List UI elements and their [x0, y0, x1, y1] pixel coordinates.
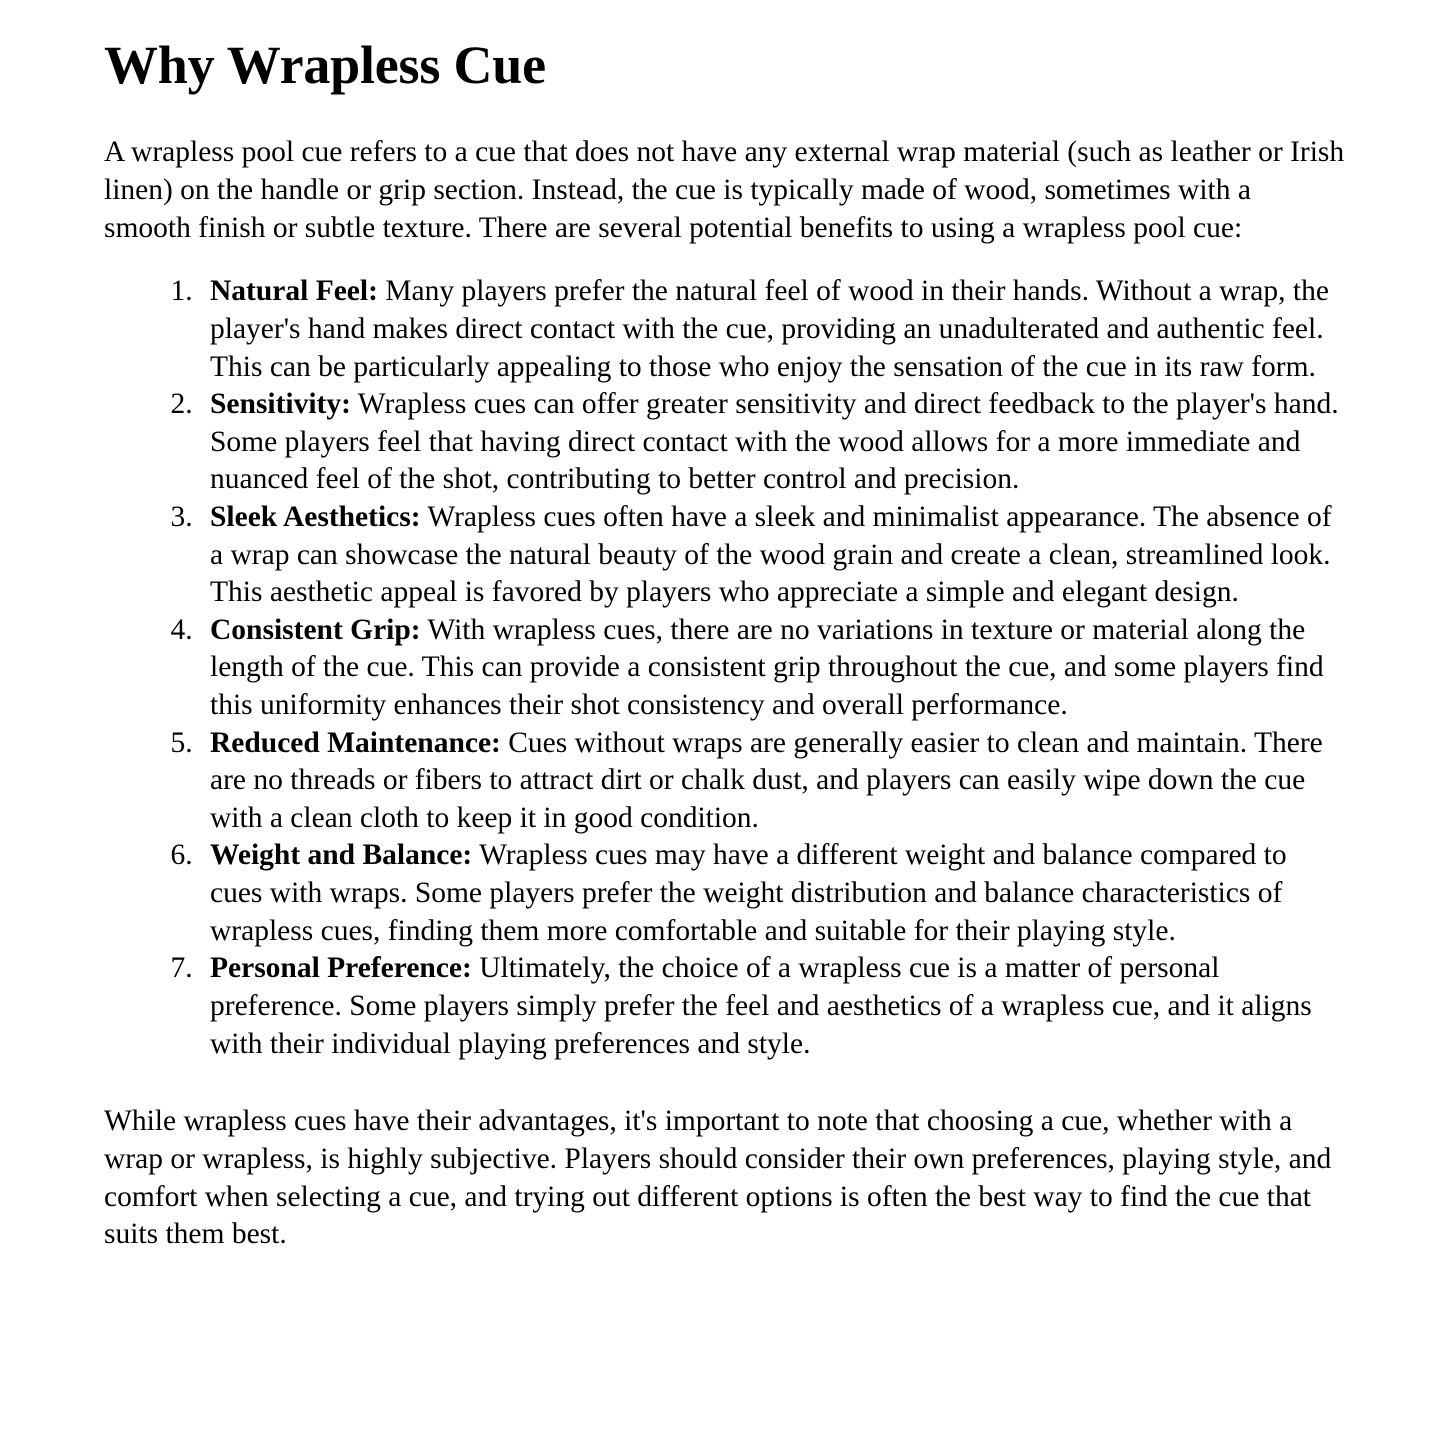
- list-item: [200, 837, 1345, 950]
- list-item-text: Cues without wraps are generally easier to clean and maintain. There are no threads or fibers to attract dirt or chalk dust, and players can easily wipe down the cue with a clean cloth to keep it in good condition.: [210, 726, 1323, 834]
- list-item-term: Sleek Aesthetics:: [210, 501, 421, 533]
- list-item-term: Weight and Balance:: [210, 839, 473, 872]
- intro-paragraph: A wrapless pool cue refers to a cue that does not have any external wrap material (such as leather or Irish linen) on the handle or grip section. Instead, the cue is typically made of wood, sometimes with a smooth finish or subtle texture. There are several potential benefits to using a wrapless pool cue:: [104, 136, 1345, 244]
- list-item-term: Consistent Grip:: [210, 613, 421, 646]
- list-item-text: With wrapless cues, there are no variations in texture or material along the length of the cue. This can provide a consistent grip throughout the cue, and some players find this uniformity enhances their shot consistency and overall performance.: [210, 613, 1324, 722]
- list-item-term: Reduced Maintenance:: [210, 726, 501, 759]
- list-item: [200, 273, 1345, 386]
- list-item-term: Natural Feel:: [210, 275, 378, 308]
- list-item-term: Personal Preference:: [210, 952, 472, 985]
- list-item: [200, 612, 1345, 725]
- list-item-text: Many players prefer the natural feel of wood in their hands. Without a wrap, the player's hand makes direct contact with the cue, providing an unadulterated and authentic feel. This can be particularly appealing to those who enjoy the sensation of the cue in its raw form.: [210, 275, 1329, 383]
- list-item-text: Wrapless cues often have a sleek and minimalist appearance. The absence of a wrap can showcase the natural beauty of the wood grain and create a clean, streamlined look. This aesthetic appeal is favored by players who appreciate a simple and elegant design.: [210, 501, 1332, 609]
- list-item: [200, 386, 1345, 499]
- list-item-text: Ultimately, the choice of a wrapless cue is a matter of personal preference. Some players simply prefer the feel and aesthetics of a wrapless cue, and it aligns with their individual playing preferences and style.: [210, 952, 1312, 1060]
- list-item: [200, 499, 1345, 612]
- list-item-text: Wrapless cues can offer greater sensitivity and direct feedback to the player's hand. Some players feel that having direct contact with the wood allows for a more immediate and nuanced feel of the shot, contributing to better control and precision.: [210, 388, 1339, 496]
- closing-paragraph: While wrapless cues have their advantages, it's important to note that choosing a cue, whether with a wrap or wrapless, is highly subjective. Players should consider their own preferences, playing style, and comfort when selecting a cue, and trying out different options is often the best way to find the cue that suits them best.: [104, 1105, 1332, 1251]
- list-item: [200, 950, 1345, 1063]
- list-item-text: Wrapless cues may have a different weight and balance compared to cues with wraps. Some players prefer the weight distribution and balance characteristics of wrapless cues, finding them more comfortable and suitable for their playing style.: [210, 839, 1287, 947]
- page-title: Why Wrapless Cue: [104, 35, 546, 95]
- list-item-term: Sensitivity:: [210, 388, 351, 421]
- benefits-list: [104, 273, 1345, 1063]
- list-item: [200, 725, 1345, 838]
